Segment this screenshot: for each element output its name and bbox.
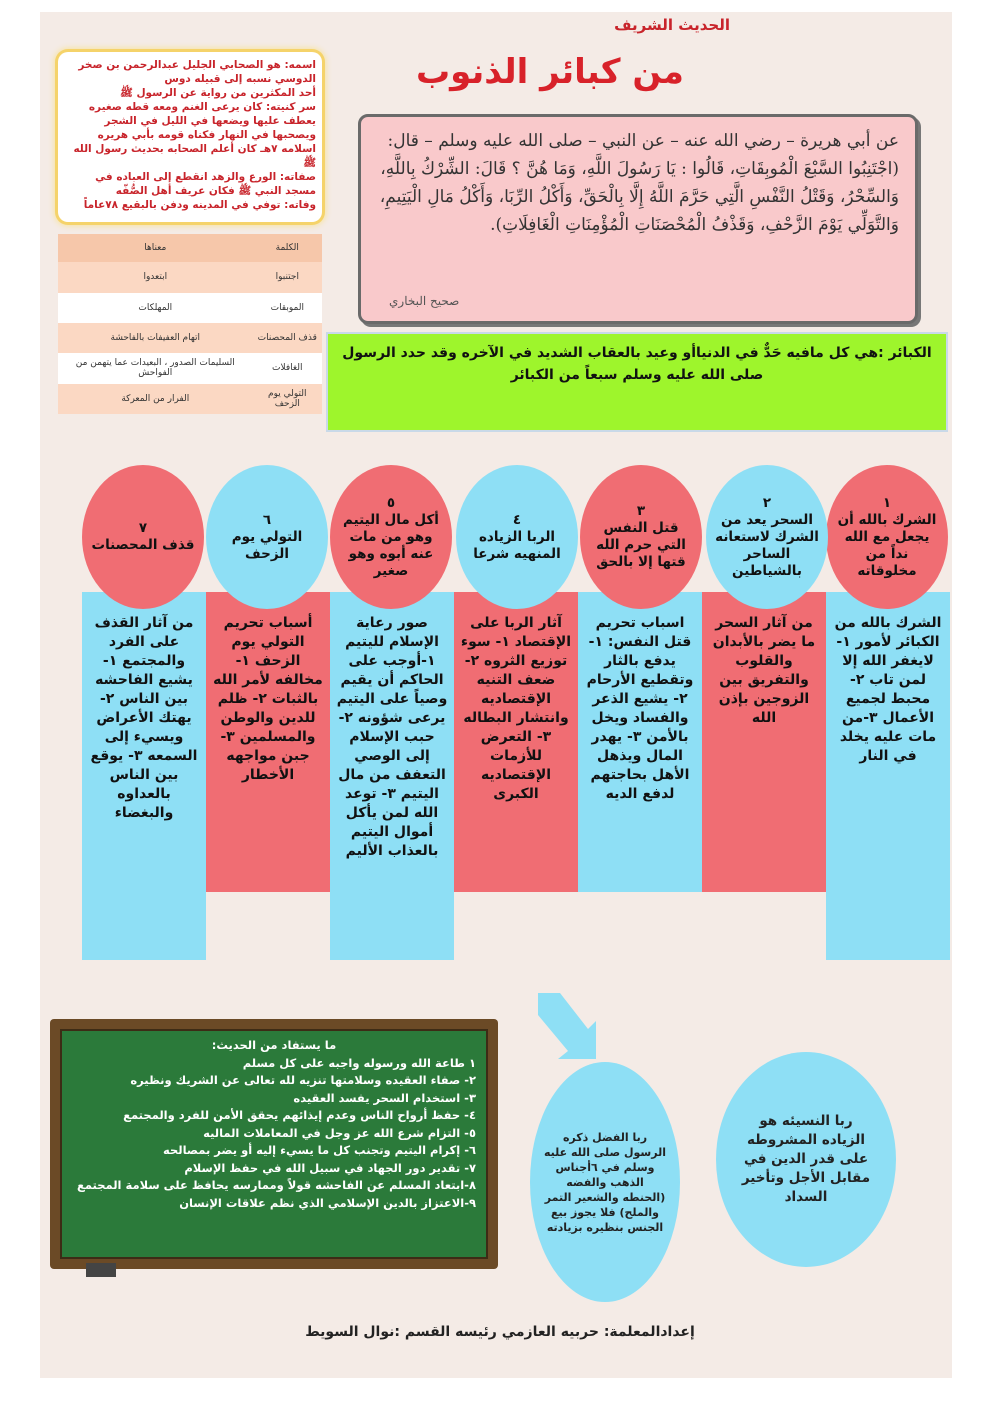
- lessons-chalkboard: [50, 1019, 498, 1269]
- sin-2-circle: [706, 465, 828, 609]
- definition-box: الكبائر :هي كل مافيه حَدٌّ في الدنياأو وعيد بالعقاب الشديد في الآخره وقد حدد الرسول صلى الله عليه وسلم سبعاً من الكبائر: [326, 332, 948, 432]
- sin-7-circle: [82, 465, 204, 609]
- bio-line: أحد المكثرين من رواية عن الرسول ﷺ: [120, 87, 316, 99]
- bio-line: صفاته: الورع والزهد انقطع إلى العباده في مسجد النبي ﷺ فكان عريف أهل الصُّفّه: [95, 171, 316, 197]
- chalkboard-surface: [60, 1029, 488, 1259]
- table-cell: الموبقات: [253, 293, 322, 323]
- lesson-item: ٣- استخدام السحر يفسد العقيده: [293, 1090, 476, 1105]
- sin-7-details: من آثار القذف على الفرد والمجتمع ١-يشيع الفاحشه بين الناس ٢-يهتك الأعراض ويسيء إلى السمعه ٣- يوقع بين الناس بالعداوه والبغضاء: [82, 592, 206, 960]
- table-cell: التولي يوم الزحف: [253, 384, 322, 414]
- lessons-title: ما يستفاد من الحديث:: [211, 1038, 337, 1052]
- sin-title: قذف المحصنات: [91, 537, 195, 553]
- sin-number: ١: [882, 494, 892, 511]
- sin-title: الشرك بالله أن يجعل مع الله نداً من مخلوقاته: [837, 511, 937, 579]
- lesson-item: ٤- حفظ أرواح الناس وعدم إيذائهم يحقق الأمن للفرد والمجتمع: [123, 1108, 476, 1122]
- lesson-item: ٦- إكرام اليتيم وتجنب كل ما يسيء إليه أو يضر بمصالحه: [163, 1143, 476, 1157]
- table-row: [58, 384, 322, 414]
- table-header-row: [58, 234, 322, 262]
- sin-number: ٢: [762, 494, 772, 511]
- sin-number: ٤: [512, 511, 522, 528]
- lesson-item: ٨-ابتعاد المسلم عن الفاحشه قولاً وممارسه يحافظ على سلامة المجتمع: [76, 1178, 476, 1192]
- sin-6-details: أسباب تحريم التولي يوم الزحف ١- مخالفه لأمر الله بالثبات ٢- ظلم للدين والوطن والمسلمين ٣- جبن مواجهه الأخطار: [206, 592, 330, 892]
- sin-number: ٦: [262, 511, 272, 528]
- table-cell: الفرار من المعركة: [58, 384, 253, 414]
- hadith-source: صحيح البخاري: [389, 294, 460, 308]
- table-cell: المهلكات: [58, 293, 253, 323]
- sin-1-circle: [826, 465, 948, 609]
- riba-fadl-text: ربا الفضل ذكره الرسول صلى الله عليه وسلم في ٦أجناس الذهب والفضه (الحنطه والشعير التمر والملح) فلا يجوز بيع الجنس بنظيره بزيادته: [544, 1130, 666, 1234]
- sin-number: ٧: [138, 520, 148, 536]
- lesson-item: ٧- تقدير دور الجهاد في سبيل الله في حفظ الإسلام: [184, 1160, 476, 1175]
- sin-5-details: صور رعاية الإسلام لليتيم ١-أوجب على الحاكم أن يقيم وصياً على اليتيم يرعى شؤونه ٢- حبب الإسلام إلى الوصي التعفف من مال اليتيم ٣- توعد الله لمن يأكل أموال اليتيم بالعذاب الأليم: [330, 592, 454, 960]
- section-label: الحديث الشريف: [614, 16, 730, 34]
- sin-title: قتل النفس التي حرم الله قتها إلا بالحق: [596, 520, 686, 570]
- prepared-by-credit: إعدادالمعلمة: حربيه العازمي رئيسه القسم :نوال السويط: [305, 1324, 695, 1340]
- hadith-text-box: [358, 114, 918, 324]
- sin-number: ٥: [386, 494, 396, 511]
- sin-title: التولي يوم الزحف: [231, 528, 303, 562]
- lesson-item: ٩-الاعتزاز بالدين الإسلامي الذي نظم علاقات الإنسان: [179, 1195, 476, 1210]
- sin-2-details: من آثار السحر ما يضر بالأبدان والقلوب والتفريق بين الزوجين بإذن الله: [702, 592, 826, 892]
- table-cell: السليمات الصدور ، البعيدات عما يتهمن من الفواحش: [58, 353, 253, 383]
- table-cell: قذف المحصنات: [253, 323, 322, 353]
- sin-title: أكل مال اليتيم وهو من مات عنه أبوه وهو صغير: [343, 511, 439, 579]
- lesson-item: ٢- صفاء العقيده وسلامتها تنزيه لله تعالى عن الشريك ونظيره: [130, 1073, 476, 1087]
- hadith-text: عن أبي هريرة – رضي الله عنه – عن النبي – صلى الله عليه وسلم – قال: (اجْتَنِبُوا السَّبْعَ الْمُوبِقَاتِ، قَالُوا : يَا رَسُولَ اللَّهِ، وَمَا هُنَّ ؟ قَالَ: الشِّرْكُ بِاللَّهِ، وَالسِّحْرُ، وَقَتْلُ النَّفْسِ الَّتِي حَرَّمَ اللَّهُ إِلَّا بِالْحَقِّ، وَأَكْلُ الرِّبَا، وَأَكْلُ مَالِ الْيَتِيمِ، وَالتَّوَلِّي يَوْمَ الزَّحْفِ، وَقَذْفُ الْمُحْصَنَاتِ الْمُؤْمِنَاتِ الْغَافِلَاتِ).: [379, 131, 899, 235]
- sin-4-details: آثار الربا على الإقتصاد ١- سوء توزيع الثروه ٢-ضعف التنيه الإقتصاديه وانتشار البطاله ٣- التعرض للأزمات الإقتصاديه الكبرى: [454, 592, 578, 892]
- bio-line: اسلامه ٧هـ كان أعلم الصحابه بحديث رسول الله ﷺ: [73, 143, 316, 169]
- sin-number: ٣: [636, 503, 646, 519]
- bio-line: سر كنيته: كان يرعى الغنم ومعه قطه صغيره يعطف عليها ويضعها في الليل في الشجر ويصحبها في النهار فكناه قومه بأبي هريره: [88, 101, 316, 141]
- bio-line: اسمه: هو الصحابي الجليل عبدالرحمن بن صخر الدوسي نسبه إلى قبيله دوس: [78, 59, 316, 85]
- table-row: [58, 323, 322, 353]
- riba-nasiah-oval: [716, 1052, 896, 1267]
- sin-4-circle: [456, 465, 578, 609]
- riba-nasiah-text: ربا النسيئه هو الزياده المشروطه على قدر الدين في مقابل الأجل وتأخير السداد: [741, 1113, 871, 1205]
- vocabulary-table: [58, 234, 322, 414]
- column-header: الكلمة: [253, 234, 322, 262]
- riba-fadl-oval: [530, 1062, 680, 1302]
- sin-title: الربا الزياده المنهيه شرعا: [473, 528, 561, 562]
- table-cell: الغافلات: [253, 353, 322, 383]
- narrator-bio-card: [58, 52, 322, 222]
- sin-3-circle: [580, 465, 702, 609]
- sin-title: السحر يعد من الشرك لاستعانه الساحر بالشياطين: [715, 511, 819, 579]
- sin-3-details: اسباب تحريم قتل النفس: ١-يدفع بالثار وتقطيع الأرحام ٢- يشيع الذعر والفساد ويخل بالأمن ٣- يهدر المال ويذهل الأهل بحاجتهم لدفع الديه: [578, 592, 702, 892]
- sin-5-circle: [330, 465, 452, 609]
- table-cell: اجتنبوا: [253, 262, 322, 292]
- sin-1-details: الشرك بالله من الكبائر لأمور ١-لايغفر الله إلا لمن تاب ٢- محبط لجميع الأعمال ٣-من مات عليه يخلد في النار: [826, 592, 950, 960]
- column-header: معناها: [58, 234, 253, 262]
- down-arrow-icon: [530, 989, 610, 1069]
- sin-6-circle: [206, 465, 328, 609]
- table-row: [58, 293, 322, 323]
- lesson-item: ١ طاعة الله ورسوله واجبه على كل مسلم: [242, 1055, 476, 1070]
- table-row: [58, 262, 322, 292]
- worksheet-page: [40, 12, 952, 1378]
- table-row: [58, 353, 322, 383]
- lesson-item: ٥- التزام شرع الله عز وجل في المعاملات الماليه: [203, 1125, 476, 1140]
- chalk-eraser-icon: [86, 1263, 116, 1277]
- table-cell: ابتعدوا: [58, 262, 253, 292]
- page-title: من كبائر الذنوب: [416, 52, 684, 92]
- bio-line: وفاته: توفي في المدينه ودفن بالبقيع ٧٨عاماً: [83, 199, 316, 211]
- table-cell: اتهام العفيفات بالفاحشة: [58, 323, 253, 353]
